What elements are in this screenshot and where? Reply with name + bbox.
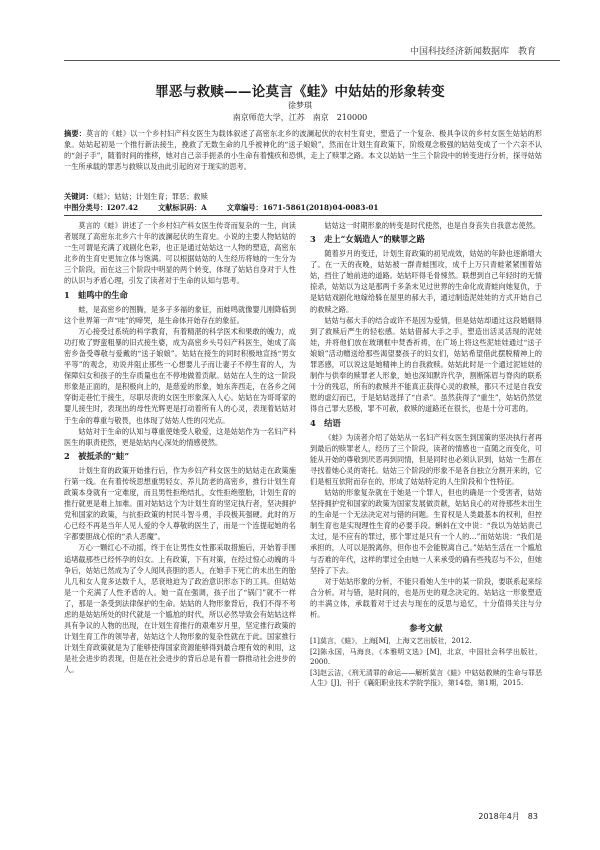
- author-affiliation: 南京师范大学，江苏 南京 210000: [232, 113, 368, 122]
- paragraph: 对于姑姑形象的分析，不能只看她人生中的某一阶段，要联系起来综合分析。对与错，是时间的，也是历史的观念决定的。姑姑这一形象塑造的丰满立体，承载着对于过去与现在的反思与追忆，十分值得关注与分析。: [310, 576, 542, 619]
- reference-item: [1]莫言，《蛙》，上海[M]，上海文艺出版社，2012.: [310, 637, 472, 646]
- metadata-rule: [64, 215, 542, 216]
- paragraph: 姑姑与郝大手的结合或许不是因为爱情，但是姑姑却通过这段婚姻得到了救赎后严生的轻松感。姑姑借郝大手之手，塑造出活灵活现的泥娃娃，并将他们放在玻璃框中焚香祈祷，在广场上将这些泥娃娃通过“送子娘娘”活动赠送给那些渴望要孩子的妇女们，姑姑希望借此摆脱精神上的罪恶感，可以说这是她精神上的自我救赎。姑姑此时是一个通过泥娃娃的制作与供奉的赎罪老人形象，她也深知默许代孕，割断陈眉与脊肉的联系十分的残忍，所有的救赎并不能真正获得心灵的救赎，都只不过是自我安慰的虚幻而已，于是姑姑选择了“自杀”。虽然获得了“重生”，姑姑仍然觉得自己罪大恶极，罪不可赦，救赎的道路还在很长，也是十分可悲的。: [310, 315, 542, 414]
- paragraph: 蛙，是高密乡的图腾，是多子多福的象征，而蛙鸣就像婴儿刚降临到这个世界第一声“哇”的啼哭，是生命体开始存在的象征。: [64, 304, 296, 325]
- right-column: [310, 220, 542, 689]
- section-heading-3: 3 走上“女娲造人”的赎罪之路: [310, 234, 425, 245]
- reference-item: [3]赵云洁，《刑无清罪的命运——解析莫言《蛙》中姑姑救赎的生命与罪恶人生》[J]，刊于《襄阳职业技术学院学报》，第14卷，第1期，2015.: [310, 668, 542, 688]
- page-footer: 2018年4月 83: [478, 812, 538, 821]
- abstract-label: 摘要：: [64, 129, 87, 138]
- journal-header: 中国科技经济新闻数据库 教育: [409, 47, 536, 57]
- references-heading: 参考文献: [409, 623, 443, 634]
- author-name: 徐梦琪: [288, 101, 312, 110]
- intro-paragraph: 莫言的《蛙》讲述了一个乡村妇产科女医生传奇而复杂的一生，向读者展现了高密东北乡六十年的波澜起伏的生育史。小说的主要人物姑姑的一生可谓是充满了戏剧化色彩，也正是通过姑姑这一人物的塑造，高密东北乡的生育史更加立体与饱满。可以根据姑姑的人生经历将她的一生分为三个阶段，而在这三个阶段中明显的两个转变，体现了姑姑自身对于人性的认识与矛盾心理，引发了读者对于生命的认知与思考。: [64, 221, 296, 286]
- paragraph: 姑姑的形象复杂就在于她是一个罪人，但也的确是一个受害者，姑姑坚持拥护党和国家的政策为国家发展做贡献，姑姑良心的对待那些未出生的生命是一个无法决定对与错的问题。生育权是人类最基本的权利，但控制生育也是实现理性生育的必要手段。蝌蚪在文中说：“我以为姑姑责己太过，是不应有的罪过，那个罪过是只有一个人的…”而姑姑说：“我们是承担的，人可以是脱离你，但你也不会能脱离自己。”姑姑生活在一个尴尬与否难的年代，这样的罪过全由她一人来承受的确有些残忍与不公，但她坚持了下去。: [310, 487, 542, 575]
- article-id: 文章编号：1671-5861(2018)04-0083-01: [226, 203, 379, 212]
- paragraph: 姑姑这一时期形象的转变是时代使然，也是自身丧失自我意志使然。: [324, 221, 541, 230]
- paragraph: 《蛙》为读者介绍了姑姑从一名妇产科女医生到国策的坚决执行者再到最后的赎罪老人，经历了三个阶段，读者的情感也一直随之而变化，可能从开始的尊敬到厌恶再到同情，但是同时也必须认识到，姑姑一生都在寻找着她心灵的寄托。姑姑三个阶段的形象不是各自独立分割开来的，它们是相互依附而存在的，形成了姑姑特定的人生阶段和个性特征。: [310, 432, 542, 486]
- paragraph: 万心一颗红心不动摇，终于在让男性女性都采取措施后，开始着手围追堵截那些已经怀孕的妇女。上有政策，下有对策，在经过惊心动魄的斗争后，姑姑已然成为了令人闻风丧胆的恶人，在她手下死亡的未出生的胎儿几和女人竟多达数千人，恶衰地迫为了政治意识形态下的工具。但姑姑是一个充满了人性矛盾的人。她一直在强调，孩子出了“锅门”就不一样了，那是一条受到法律保护的生命。姑姑的人物形象背后，我们不得不考虑的是姑姑所处的时代就是一个尴尬的时代，所以必然导致会有姑姑这样具有争议的人物的出现，在计划生育推行的艰难岁月里，坚定推行政策的计划生育工作的领导者，姑姑这个人物形象的复杂性就在于此。国家推行计划生育政策就是为了能够使得国家资源能够得到最合理有效的利用，这是社会进步的表现，但是在社会进步的背后总是有着一群推动社会进步的人。: [64, 543, 296, 675]
- section-heading-2: 2 被抵杀的“蛙”: [64, 450, 130, 461]
- keywords-text: 《蛙》；姑姑；计划生育；罪恶；救赎: [92, 192, 208, 201]
- paragraph: 随着岁月的变迁，计划生育政策的初见成效，姑姑的年龄也逐渐增大了。在一天的夜晚，姑姑被一群青蛙围攻，成千上万只青蛙紧紧围着姑姑，挡住了她前进的道路。姑姑吓得毛骨悚然。联想到自己年轻时的无情掠杀，姑姑以为这是那两千多条未见过世界的生命化成青蛙向她复仇，于是姑姑戏剧化地嫁给躲在屋里的郝大手，通过制造泥娃娃的方式开始自己的救赎之路。: [310, 249, 542, 314]
- section-heading-1: 1 蛙鸣中的生命: [64, 289, 128, 300]
- article-metadata: [64, 203, 378, 213]
- keywords-label: 关键词：: [64, 192, 93, 201]
- paragraph: 姑姑对于生命的认知与尊重使她受人敬爱，这是姑姑作为一名妇产科医生的职责使然，更是姑姑内心深处的情感使然。: [64, 426, 296, 447]
- document-code: 文献标识码：A: [158, 203, 207, 212]
- keywords: [64, 192, 542, 202]
- reference-item: [2]陈永国，马海良，《本雅明文选》[M]，北京，中国社会科学出版社，2000.: [310, 647, 542, 667]
- paragraph: 计划生育的政策开始推行后，作为乡妇产科女医生的姑姑走在政策施行第一线。在有着传统思想重男轻女、养儿防老的高密乡，推行计划生育政策本身就有一定难度，而且男性拒绝结扎，女性拒绝堕胎，计划生育的推行就更是难上加难。面对姑姑这个为计划生育的坚定执行者，坚决拥护党和国家的政策，与抗拒政策的村民斗智斗勇，手段极其强硬。此时的万心已经不再是当年人见人爱的令人尊敬的医生了，而是一个连提起她的名字都要胆战心惊的“杀人恶魔”。: [64, 465, 296, 542]
- header-rule: [64, 60, 560, 61]
- abstract-text: 莫言的《蛙》以一个乡村妇产科女医生为载体叙述了高密东北乡的波澜起伏的农村生育史，塑造了一个复杂、极具争议的乡村女医生姑姑的形象。姑姑起初是一个推行新法接生，挽救了无数生命的几乎被神化的“送子娘娘”，然而在计划生育政策下，阶级观念极强的姑姑变成了一个六亲不认的“刽子手”，随着时间的推移，她对自己亲手扼杀的小生命有着愧疚和恐惧，走上了赎罪之路。本文以姑姑一生三个阶段中的转变进行分析，探寻姑姑一生所承载的罪恶与救赎以及由此引起的对于现实的思考。: [64, 129, 542, 171]
- abstract: [64, 128, 542, 172]
- paragraph: 万心接受过系统的科学教育，有着精湛的科学医术和果敢的魄力，成功打败了野蛮粗暴的旧式接生婆，成为高密乡头号妇产科医生，她成了高密乡备受尊敬与爱戴的“送子娘娘”。姑姑在接生的同时积极地宣扬“男女平等”的观念，劝说并阻止那些一心想要儿子而让妻子不停生育的人，为保障妇女和孩子的生存质量也在不停地做着贡献。姑姑在人生的这一阶段形象是正面的，是积极向上的，是慈爱的形象，她东奔西走，在各乡之间穿街走巷忙于接生，尽职尽责的女医生形象深入人心。姑姑在为哥哥家的婴儿接生时，表现出的母性光辉更是打动着所有人的心灵，表现着姑姑对于生命的尊重与敬畏，也体现了姑姑人性的闪光点。: [64, 326, 296, 425]
- section-heading-4: 4 结语: [310, 417, 341, 428]
- clc-number: 中图分类号：I207.42: [64, 203, 138, 212]
- left-column: [64, 220, 296, 676]
- article-title: 罪恶与救赎——论莫言《蛙》中姑姑的形象转变: [155, 84, 445, 100]
